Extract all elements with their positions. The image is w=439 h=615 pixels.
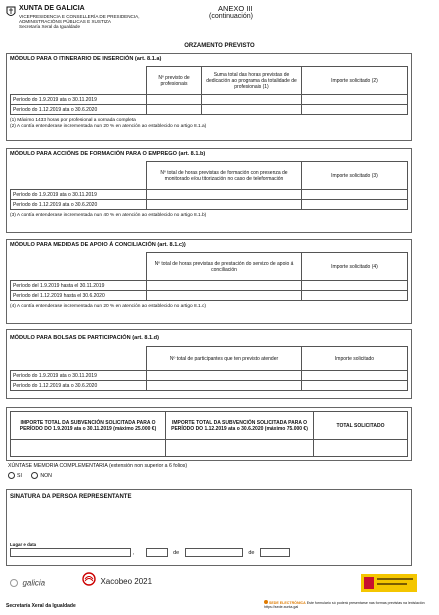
section-itinerario bbox=[6, 53, 412, 141]
section-bolsas bbox=[6, 329, 412, 399]
place-field[interactable] bbox=[10, 548, 131, 557]
org-line-2: ADMINISTRACIÓNS PÚBLICAS E XUSTIZA bbox=[19, 19, 111, 24]
col-header: Importe solicitado (2) bbox=[302, 67, 408, 95]
year-field[interactable] bbox=[260, 548, 290, 557]
section-formacion bbox=[6, 148, 412, 233]
org-line-3: Secretaría Xeral da Igualdade bbox=[19, 24, 81, 29]
org-name: XUNTA DE GALICIA bbox=[19, 5, 85, 12]
input-cell[interactable] bbox=[302, 95, 408, 105]
sede-url[interactable]: https://sede.xunta.gal bbox=[264, 605, 299, 610]
footer bbox=[6, 572, 433, 612]
radio-no[interactable] bbox=[31, 473, 52, 479]
doc-title: ORZAMENTO PREVISTO bbox=[184, 43, 255, 49]
col-header: Importe solicitado bbox=[302, 347, 408, 371]
xacobeo-text: Xacobeo 2021 bbox=[100, 577, 153, 586]
total-input[interactable] bbox=[11, 440, 166, 457]
row-label: Período do 1.12.2019 ata o 30.6.2020 bbox=[11, 105, 147, 115]
memoria-label: XÚNTASE MEMORIA COMPLEMENTARIA (extensión non superior a 6 folios) bbox=[8, 463, 188, 469]
sede-info bbox=[264, 600, 434, 610]
conciliacion-table bbox=[10, 252, 408, 301]
input-cell[interactable] bbox=[302, 190, 408, 200]
input-cell[interactable] bbox=[147, 190, 302, 200]
place-date-row bbox=[10, 548, 410, 560]
header bbox=[6, 4, 433, 34]
place-date-label: Lugar e data bbox=[10, 542, 37, 547]
col-header: Nº previsto de profesionais bbox=[147, 67, 202, 95]
input-cell[interactable] bbox=[302, 105, 408, 115]
input-cell[interactable] bbox=[147, 381, 302, 391]
total-header-period-2: IMPORTE TOTAL DA SUBVENCIÓN SOLICITADA PARA O PERÍODO DO 1.12.2019 ata o 30.6.2020 (máximo 75.000 €) bbox=[166, 412, 314, 440]
spain-gov-logo bbox=[361, 574, 417, 592]
secretaria-footer: Secretaría Xeral da Igualdade bbox=[6, 603, 76, 609]
day-field[interactable] bbox=[146, 548, 168, 557]
col-header: Suma total das horas previstas de dedicación ao programa da totalidade de profesionais (1) bbox=[202, 67, 302, 95]
total-header-total: TOTAL SOLICITADO bbox=[314, 412, 408, 440]
total-input[interactable] bbox=[314, 440, 408, 457]
section-totals bbox=[6, 407, 412, 461]
radio-circle-icon[interactable] bbox=[8, 472, 15, 479]
sede-label: SEDE ELECTRÓNICA bbox=[269, 601, 306, 605]
section-title: MÓDULO PARA ACCIÓNS DE FORMACIÓN PARA O EMPREGO (art. 8.1.b) bbox=[10, 151, 206, 157]
input-cell[interactable] bbox=[202, 95, 302, 105]
row-label: Período del 1.9.2019 hasta el 30.11.2019 bbox=[11, 281, 147, 291]
radio-circle-icon[interactable] bbox=[31, 472, 38, 479]
col-header: Nº total de horas previstas de prestación do servizo de apoio á conciliación bbox=[147, 253, 302, 281]
row-label: Período do 1.12.2019 ata o 30.6.2020 bbox=[11, 200, 147, 210]
input-cell[interactable] bbox=[147, 200, 302, 210]
row-label: Período do 1.9.2019 ata o 30.11.2019 bbox=[11, 190, 147, 200]
separator-de: de bbox=[248, 549, 255, 556]
row-label: Período do 1.9.2019 ata o 30.11.2019 bbox=[11, 95, 147, 105]
note: (3) A contía entenderase incrementada nun 40 % en atención ao establecido no artigo 8.1.b) bbox=[10, 213, 207, 218]
galicia-swirl-icon bbox=[10, 579, 18, 587]
sede-text: Este formulario só poderá presentarse nas formas previstas na lexislación bbox=[306, 601, 425, 605]
input-cell[interactable] bbox=[302, 200, 408, 210]
col-header: Importe solicitado (3) bbox=[302, 162, 408, 190]
col-header: Importe solicitado (4) bbox=[302, 253, 408, 281]
row-label: Período del 1.12.2019 hasta el 30.6.2020 bbox=[11, 291, 147, 301]
separator-comma: , bbox=[132, 549, 135, 556]
totals-table bbox=[10, 411, 408, 457]
input-cell[interactable] bbox=[147, 291, 302, 301]
memoria-options bbox=[8, 472, 52, 479]
section-title: MÓDULO PARA BOLSAS DE PARTICIPACIÓN (art. 8.1.d) bbox=[10, 335, 159, 341]
input-cell[interactable] bbox=[302, 281, 408, 291]
annex-subtitle: (continuación) bbox=[209, 13, 253, 20]
formacion-table bbox=[10, 161, 408, 210]
note: (1) Máximo 1433 horas por profesional a xornada completa bbox=[10, 118, 136, 123]
section-signature bbox=[6, 489, 412, 566]
xacobeo-logo bbox=[82, 572, 152, 591]
signature-title: SINATURA DA PERSOA REPRESENTANTE bbox=[10, 494, 132, 500]
section-title: MÓDULO PARA MEDIDAS DE APOIO Á CONCILIACIÓN (art. 8.1.c)) bbox=[10, 242, 186, 248]
row-label: Período do 1.9.2019 ata o 30.11.2019 bbox=[11, 371, 147, 381]
radio-yes-label: SI bbox=[17, 472, 22, 479]
annex-title: ANEXO III bbox=[218, 4, 253, 13]
spain-coat-icon bbox=[364, 577, 374, 589]
xunta-logo-icon bbox=[6, 5, 16, 17]
radio-no-label: NON bbox=[40, 472, 52, 479]
input-cell[interactable] bbox=[147, 105, 202, 115]
sede-icon bbox=[264, 600, 268, 604]
section-title: MÓDULO PARA O ITINERARIO DE INSERCIÓN (art. 8.1.a) bbox=[10, 56, 162, 62]
input-cell[interactable] bbox=[302, 381, 408, 391]
input-cell[interactable] bbox=[147, 281, 302, 291]
section-conciliacion bbox=[6, 239, 412, 324]
note: (4) A contía entenderase incrementada nun 20 % en atención ao establecido no artigo 8.1.c) bbox=[10, 304, 207, 309]
galicia-text: galicia bbox=[22, 578, 46, 588]
total-header-period-1: IMPORTE TOTAL DA SUBVENCIÓN SOLICITADA PARA O PERÍODO DO 1.9.2019 ata o 30.11.2019 (máximo 25.000 €) bbox=[11, 412, 166, 440]
input-cell[interactable] bbox=[147, 371, 302, 381]
itinerario-table bbox=[10, 66, 408, 115]
col-header: Nº total de horas previstas de formación con presenza de monitorado e/ou titorización no caso de teleformación bbox=[147, 162, 302, 190]
input-cell[interactable] bbox=[302, 291, 408, 301]
row-label: Período do 1.12.2019 ata o 30.6.2020 bbox=[11, 381, 147, 391]
col-header: Nº total de participantes que ten previsto atender bbox=[147, 347, 302, 371]
galicia-logo bbox=[10, 574, 45, 592]
month-field[interactable] bbox=[185, 548, 243, 557]
bolsas-table bbox=[10, 346, 408, 391]
total-input[interactable] bbox=[166, 440, 314, 457]
radio-yes[interactable] bbox=[8, 473, 22, 479]
separator-de: de bbox=[173, 549, 180, 556]
xacobeo-shell-icon bbox=[82, 572, 96, 591]
input-cell[interactable] bbox=[202, 105, 302, 115]
input-cell[interactable] bbox=[147, 95, 202, 105]
note: (2) A contía entenderase incrementada nun 20 % en atención ao establecido no artigo 8.1.a) bbox=[10, 124, 207, 129]
input-cell[interactable] bbox=[302, 371, 408, 381]
org-line-1: VICEPRESIDENCIA E CONSELLERÍA DE PRESIDENCIA, bbox=[19, 14, 140, 19]
